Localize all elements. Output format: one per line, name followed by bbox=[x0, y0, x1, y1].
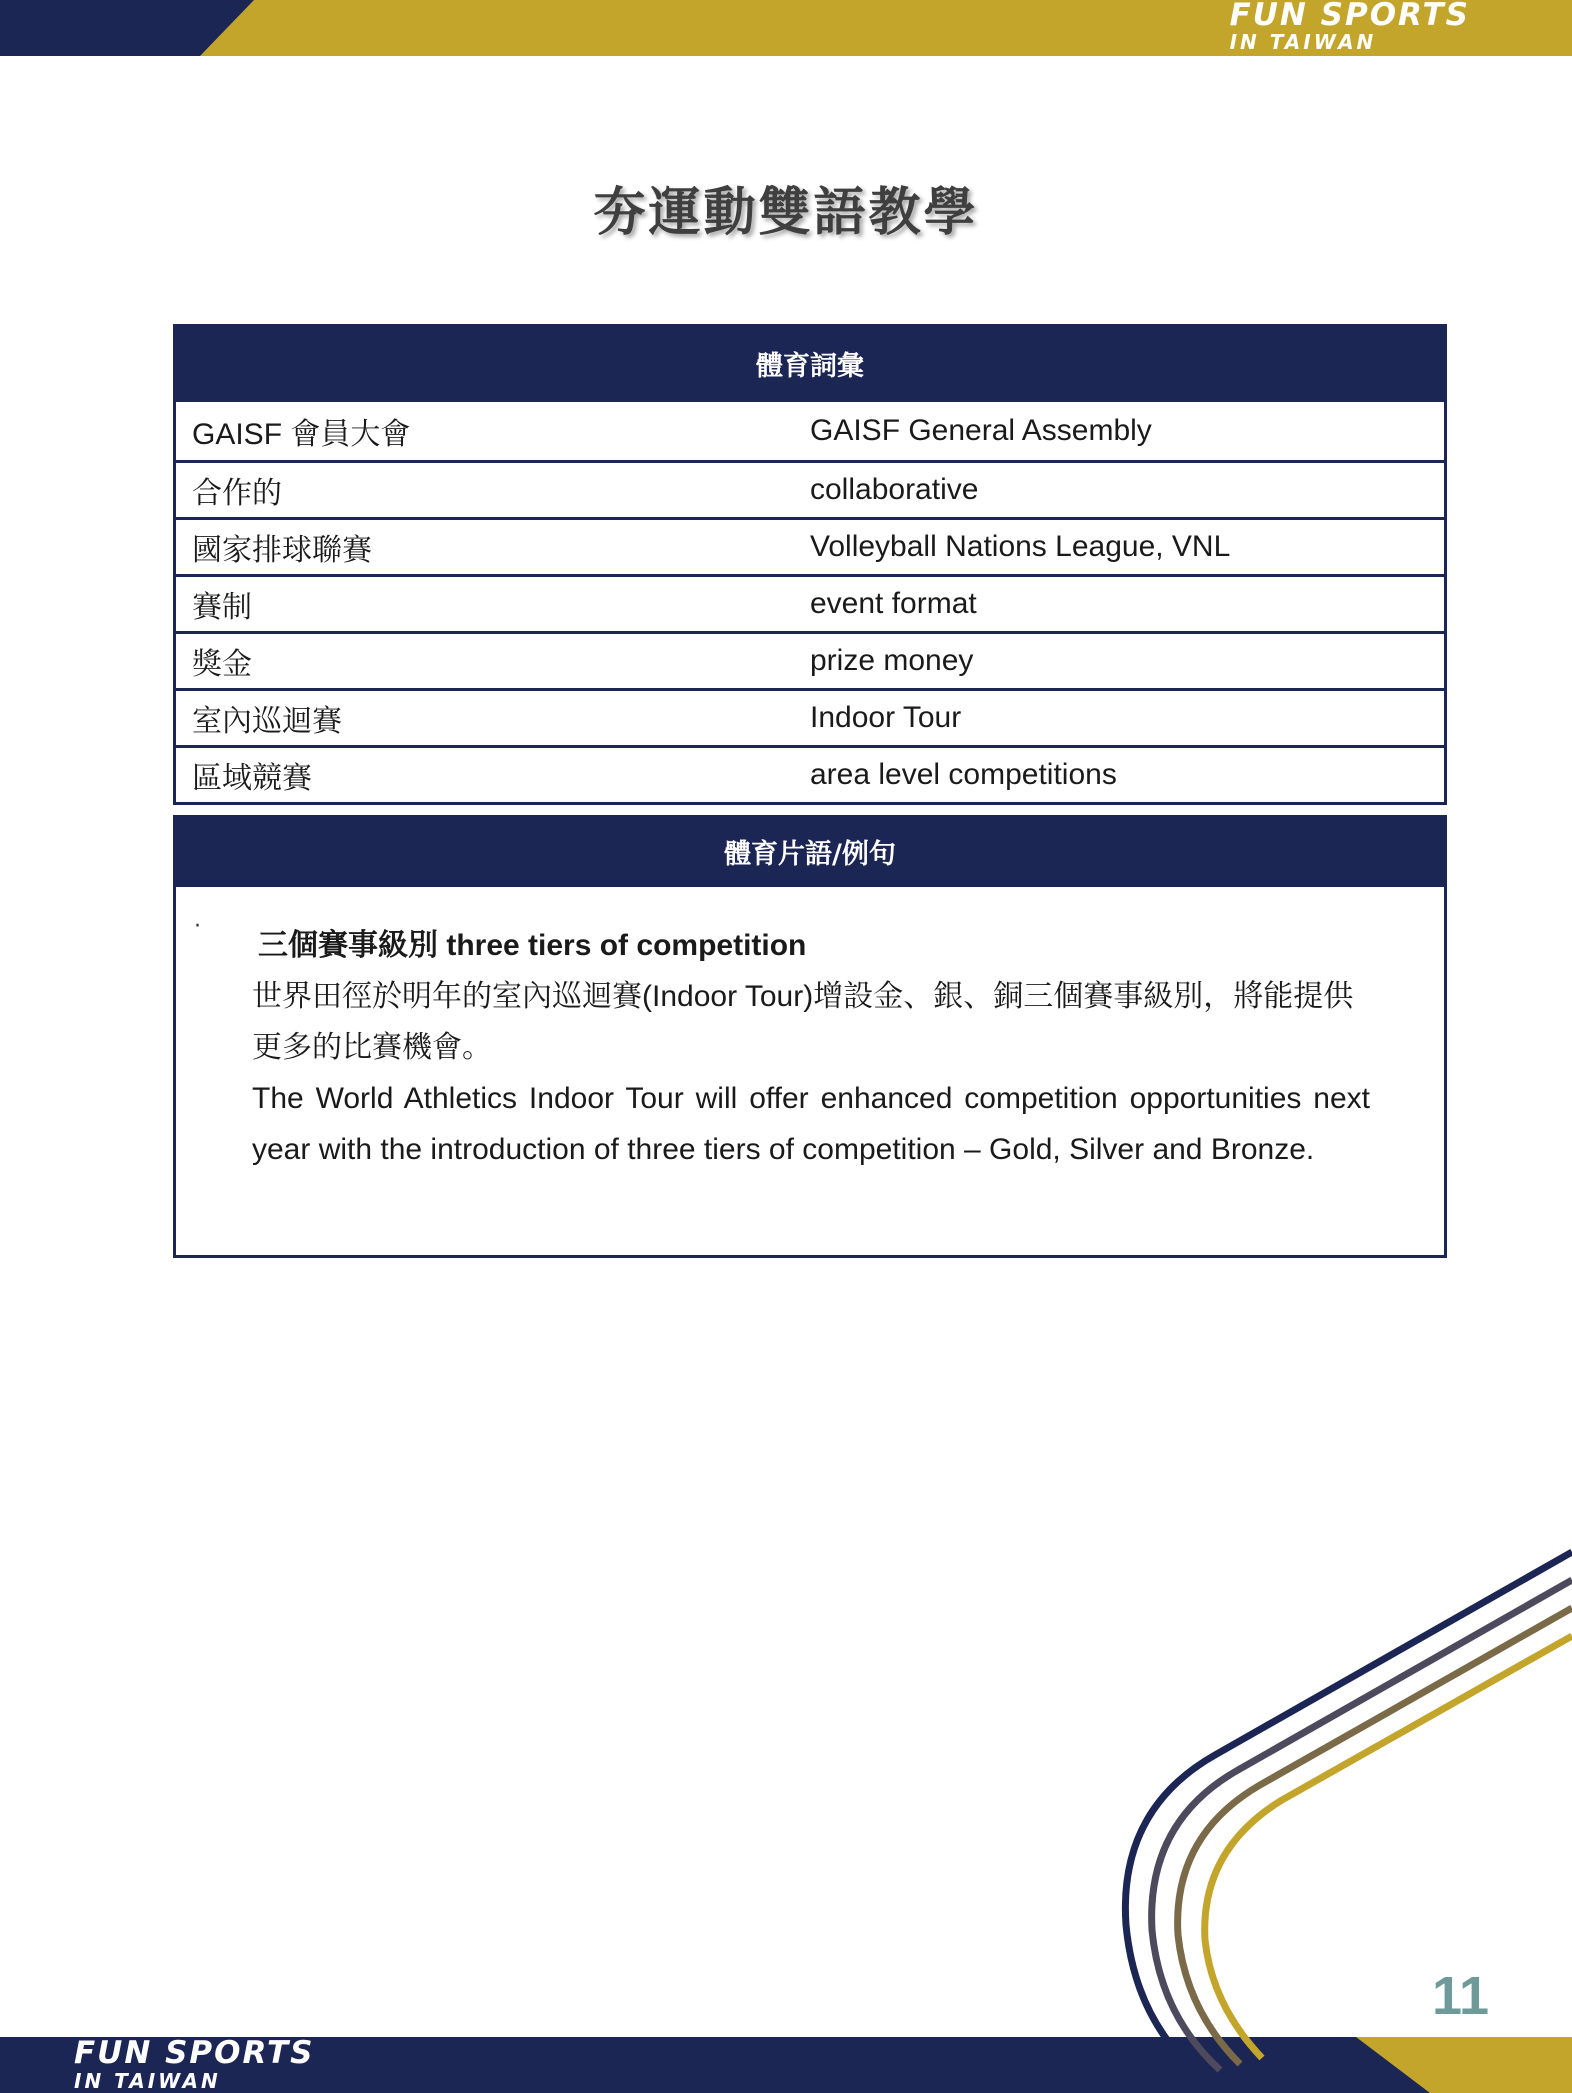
page-title: 夯運動雙語教學 bbox=[593, 183, 979, 243]
brand-line1: FUN SPORTS bbox=[1229, 0, 1470, 33]
page-number: 11 bbox=[1432, 1966, 1490, 2026]
term-zh: 國家排球聯賽 bbox=[175, 519, 811, 576]
phrase-zh-sentence: 世界田徑於明年的室內巡迴賽(Indoor Tour)增設金、銀、銅三個賽事級別，將能提供更多的比賽機會。 bbox=[252, 980, 1354, 1064]
term-zh: GAISF 會員大會 bbox=[175, 401, 811, 462]
table-row bbox=[175, 690, 1446, 747]
brand-line2: IN TAIWAN bbox=[74, 2069, 221, 2093]
term-zh: 室內巡迴賽 bbox=[175, 690, 811, 747]
term-en: prize money bbox=[810, 633, 1446, 690]
table-row bbox=[175, 519, 1446, 576]
table-row bbox=[175, 401, 1446, 462]
table-row bbox=[175, 633, 1446, 690]
term-zh: 賽制 bbox=[175, 576, 811, 633]
track-lines-graphic bbox=[1125, 1552, 1572, 2075]
term-en: collaborative bbox=[810, 462, 1446, 519]
term-en: GAISF General Assembly bbox=[810, 401, 1446, 462]
phrases-header: 體育片語/例句 bbox=[173, 815, 1447, 887]
vocabulary-header: 體育詞彙 bbox=[175, 326, 1446, 401]
phrase-en-sentence: The World Athletics Indoor Tour will offer enhanced competition opportunities next year with the introduction of three tiers of competition – Gold, Silver and Bronze. bbox=[252, 1082, 1370, 1166]
term-en: Indoor Tour bbox=[810, 690, 1446, 747]
table-row bbox=[175, 747, 1446, 804]
brand-logo-top bbox=[1230, 0, 1470, 52]
brand-logo-bottom bbox=[74, 2035, 315, 2093]
track-line-4 bbox=[1205, 1636, 1572, 2058]
term-en: area level competitions bbox=[810, 747, 1446, 804]
table-row bbox=[175, 576, 1446, 633]
brand-line1: FUN SPORTS bbox=[74, 2035, 315, 2071]
brand-line2: IN TAIWAN bbox=[1229, 30, 1377, 54]
term-zh: 獎金 bbox=[175, 633, 811, 690]
term-en: event format bbox=[810, 576, 1446, 633]
bullet-marker: · bbox=[194, 914, 201, 939]
term-zh: 區域競賽 bbox=[175, 747, 811, 804]
phrase-body bbox=[252, 920, 1370, 1175]
table-row bbox=[175, 462, 1446, 519]
phrases-panel bbox=[173, 884, 1447, 1258]
phrase-term: 三個賽事級別 three tiers of competition bbox=[258, 929, 807, 962]
term-en: Volleyball Nations League, VNL bbox=[810, 519, 1446, 576]
term-zh: 合作的 bbox=[175, 462, 811, 519]
vocabulary-table bbox=[173, 324, 1447, 805]
